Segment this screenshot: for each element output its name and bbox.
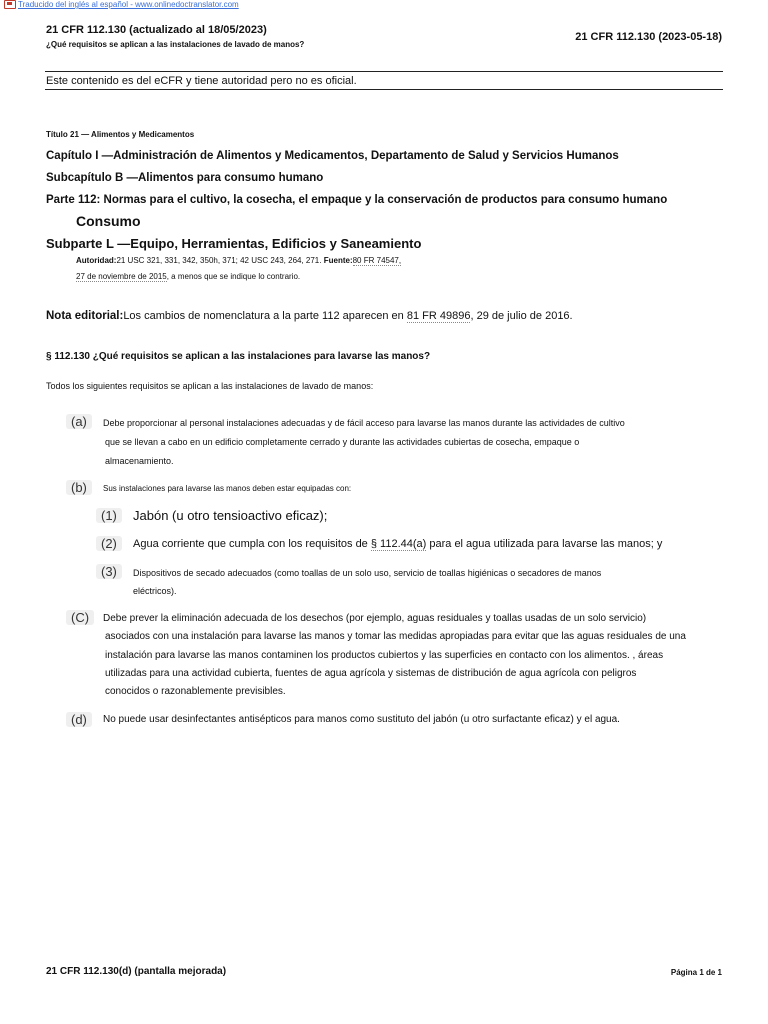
document-subtitle: ¿Qué requisitos se aplican a las instalaciones de lavado de manos? xyxy=(46,40,305,49)
paragraph-label-b: (b) xyxy=(66,480,92,495)
page-number: Página 1 de 1 xyxy=(670,968,722,977)
regulation-link[interactable]: § 112.44(a) xyxy=(370,538,427,550)
source-date-rest: , a menos que se indique lo contrario. xyxy=(166,272,301,281)
editorial-text: Los cambios de nomenclatura a la parte 112 aparecen en xyxy=(123,310,407,322)
title-heading: Título 21 — Alimentos y Medicamentos xyxy=(46,130,195,139)
paragraph-label-a: (a) xyxy=(66,414,92,429)
item-label-1: (1) xyxy=(96,508,122,523)
item-2-text xyxy=(133,538,662,550)
authority-text: 21 USC 321, 331, 342, 350h, 371; 42 USC 243, 264, 271. xyxy=(116,256,322,265)
divider-bottom xyxy=(45,89,723,90)
item-label-2: (2) xyxy=(96,536,122,551)
chapter-heading: Capítulo I —Administración de Alimentos y Medicamentos, Departamento de Salud y Servicios Humanos xyxy=(46,150,619,162)
authority-notice: Este contenido es del eCFR y tiene autoridad pero no es oficial. xyxy=(46,75,357,87)
editorial-label: Nota editorial: xyxy=(46,310,124,322)
divider-top xyxy=(45,71,723,72)
source-label: Fuente: xyxy=(323,256,353,265)
document-citation: 21 CFR 112.130 (2023-05-18) xyxy=(575,31,722,43)
part-heading-continuation: Consumo xyxy=(76,213,141,229)
paragraph-c-line: instalación para lavarse las manos contaminen los productos cubiertos y las superficies en contacto con los alimentos. , áreas xyxy=(105,650,664,661)
paragraph-c-line: utilizadas para una actividad cubierta, fuentes de agua agrícola y sistemas de distribución de agua agrícola con peligros xyxy=(105,668,637,679)
item-1-text: Jabón (u otro tensioactivo eficaz); xyxy=(133,508,328,523)
source-link[interactable]: 80 FR 74547, xyxy=(352,256,402,265)
item-3-line: Dispositivos de secado adecuados (como toallas de un solo uso, servicio de toallas higiénicas o secadores de manos xyxy=(133,568,602,578)
section-heading: § 112.130 ¿Qué requisitos se aplican a las instalaciones para lavarse las manos? xyxy=(46,351,431,362)
item-2-text-after: para el agua utilizada para lavarse las manos; y xyxy=(426,538,663,550)
paragraph-d-text: No puede usar desinfectantes antisépticos para manos como sustituto del jabón (u otro surfactante eficaz) y el agua. xyxy=(103,714,620,725)
paragraph-label-c: (C) xyxy=(66,610,94,625)
paragraph-c-line: Debe prever la eliminación adecuada de los desechos (por ejemplo, aguas residuales y toallas usadas de un solo servicio) xyxy=(103,613,647,624)
item-3-line: eléctricos). xyxy=(133,586,177,596)
editorial-note xyxy=(46,310,573,322)
authority-label: Autoridad: xyxy=(76,256,117,265)
paragraph-c-line: asociados con una instalación para lavarse las manos y tomar las medidas apropiadas para evitar que las aguas residuales de una xyxy=(105,631,686,642)
translate-icon xyxy=(4,0,16,9)
editorial-text-after: , 29 de julio de 2016. xyxy=(470,310,573,322)
document-title: 21 CFR 112.130 (actualizado al 18/05/2023) xyxy=(46,24,267,36)
paragraph-b-text: Sus instalaciones para lavarse las manos deben estar equipadas con: xyxy=(103,484,352,493)
source-date-link[interactable]: 27 de noviembre de 2015 xyxy=(76,272,167,281)
source-line xyxy=(76,272,300,281)
translator-text: Traducido del inglés al español - www.onlinedoctranslator.com xyxy=(18,0,239,9)
subchapter-heading: Subcapítulo B —Alimentos para consumo humano xyxy=(46,172,324,184)
subpart-heading: Subparte L —Equipo, Herramientas, Edificios y Saneamiento xyxy=(46,236,422,251)
translator-link[interactable] xyxy=(4,0,239,9)
footer-citation: 21 CFR 112.130(d) (pantalla mejorada) xyxy=(46,966,227,977)
part-heading: Parte 112: Normas para el cultivo, la cosecha, el empaque y la conservación de productos para consumo humano xyxy=(46,194,668,206)
item-2-text-before: Agua corriente que cumpla con los requisitos de xyxy=(133,538,371,550)
editorial-link[interactable]: 81 FR 49896 xyxy=(406,310,471,322)
paragraph-label-d: (d) xyxy=(66,712,92,727)
section-intro: Todos los siguientes requisitos se aplican a las instalaciones de lavado de manos: xyxy=(46,381,374,391)
paragraph-c-line: conocidos o razonablemente previsibles. xyxy=(105,686,286,697)
authority-line xyxy=(76,256,401,265)
paragraph-a-line: que se llevan a cabo en un edificio completamente cerrado y durante las actividades cubiertas de cosecha, empaque o xyxy=(105,437,580,447)
item-label-3: (3) xyxy=(96,564,122,579)
paragraph-a-line: almacenamiento. xyxy=(105,456,174,466)
paragraph-a-line: Debe proporcionar al personal instalaciones adecuadas y de fácil acceso para lavarse las manos durante las actividades de cultivo xyxy=(103,418,625,428)
